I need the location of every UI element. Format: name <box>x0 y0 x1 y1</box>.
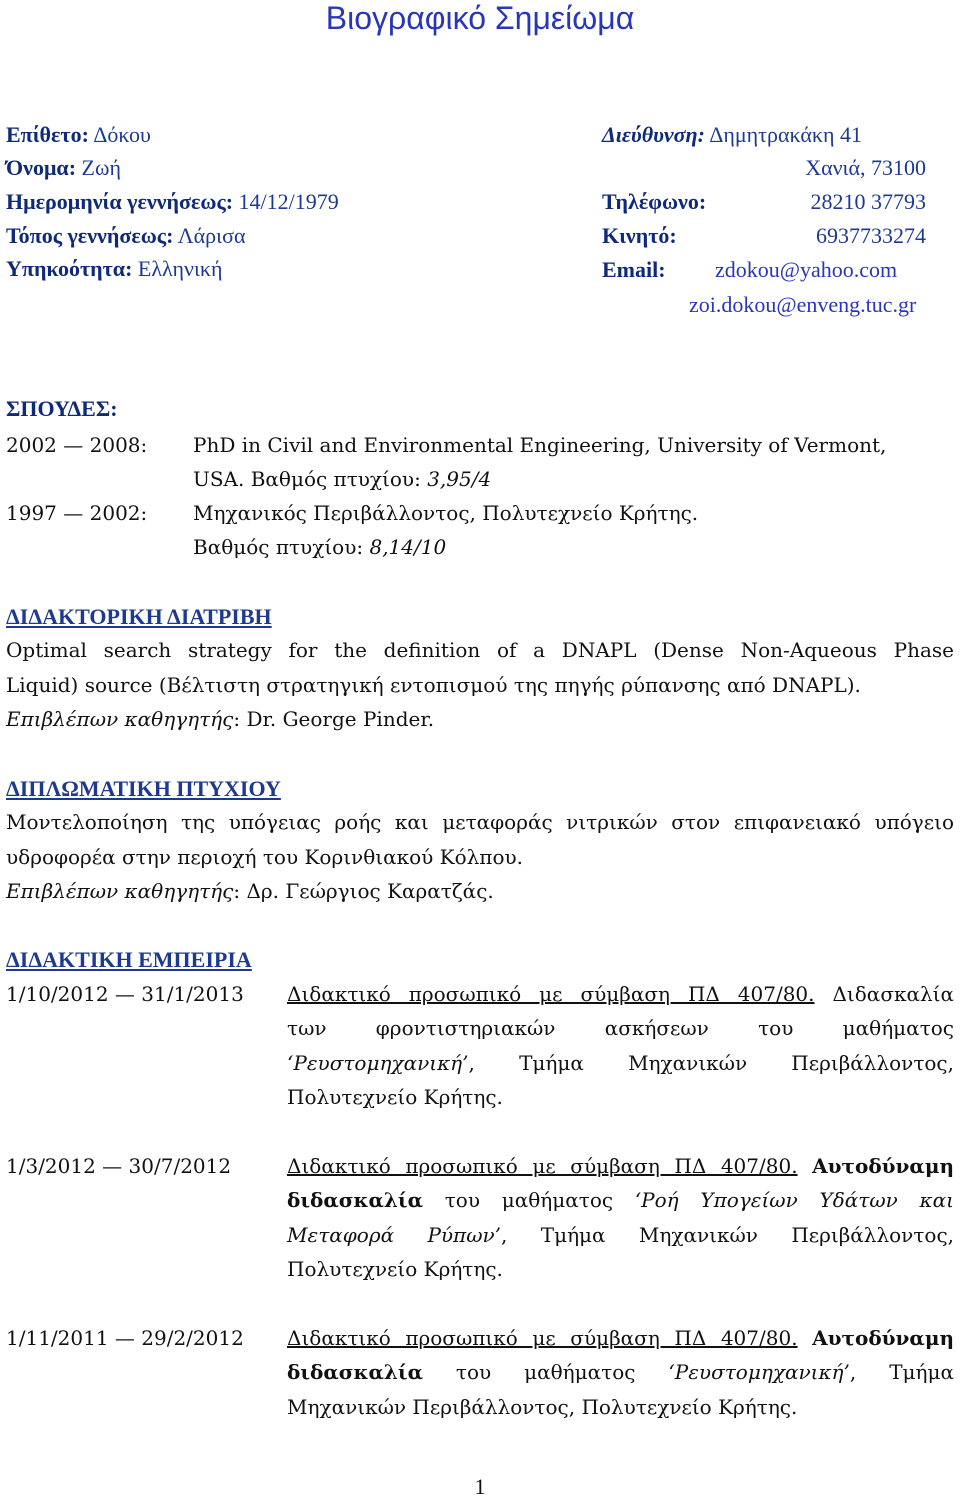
surname-row <box>6 122 151 148</box>
teaching-line2-mid-2: του μαθήματος <box>444 1188 614 1212</box>
phd-supervisor: : Dr. George Pinder. <box>233 707 435 731</box>
mobile-value: 6937733274 <box>816 223 926 248</box>
teaching-line2-3 <box>287 1360 954 1384</box>
page-number: 1 <box>474 1474 486 1499</box>
teaching-line2-1: των φροντιστηριακών ασκήσεων του μαθήματος <box>287 1016 954 1040</box>
teaching-line1-bold-2: Αυτοδύναμη <box>812 1154 954 1178</box>
studies-grade-label-2: Βαθμός πτυχίου: <box>193 535 370 559</box>
teaching-line3-3: Μηχανικών Περιβάλλοντος, Πολυτεχνείο Κρήτης. <box>287 1395 798 1419</box>
diploma-supervisor-row <box>6 879 494 903</box>
studies-grade-2: 8,14/10 <box>369 535 447 559</box>
birthdate-value: 14/12/1979 <box>238 189 339 214</box>
studies-grade-row-1 <box>193 467 491 491</box>
studies-heading: ΣΠΟΥΔΕΣ: <box>6 396 118 421</box>
studies-degree-2: Μηχανικός Περιβάλλοντος, Πολυτεχνείο Κρήτης. <box>193 501 699 525</box>
nationality-row <box>6 256 222 282</box>
mobile-label: Κινητό: <box>602 223 677 248</box>
teaching-line2-bold-2: διδασκαλία <box>287 1188 423 1212</box>
birthplace-row <box>6 223 245 249</box>
teaching-line1-bold-3: Αυτοδύναμη <box>812 1326 954 1350</box>
name-label: Όνομα: <box>6 155 77 180</box>
name-row <box>6 155 121 181</box>
address-row <box>602 122 862 148</box>
email-link-1[interactable]: zdokou@yahoo.com <box>715 257 898 282</box>
nationality-label: Υπηκοότητα: <box>6 256 133 281</box>
address-line1: Δημητρακάκη 41 <box>709 122 863 147</box>
phone-label: Τηλέφωνο: <box>602 189 707 214</box>
diploma-supervisor-label: Επιβλέπων καθηγητής <box>6 879 234 903</box>
nationality-value: Ελληνική <box>137 256 223 281</box>
teaching-course-1: ‘Ρευστομηχανική’ <box>287 1051 469 1075</box>
teaching-period-2: 1/3/2012 — 30/7/2012 <box>6 1154 232 1178</box>
birthplace-label: Τόπος γεννήσεως: <box>6 223 174 248</box>
teaching-line1-2 <box>287 1154 954 1178</box>
phd-text-line1: Optimal search strategy for the definition of a DNAPL (Dense Non-Aqueous Phase <box>6 638 954 662</box>
studies-degree-1: PhD in Civil and Environmental Engineering, University of Vermont, <box>193 433 887 457</box>
page-title: Βιογραφικό Σημείωμα <box>325 0 635 36</box>
email-label: Email: <box>602 257 666 282</box>
studies-period-2: 1997 — 2002: <box>6 501 148 525</box>
teaching-line3-1 <box>287 1051 954 1075</box>
surname-value: Δόκου <box>93 122 151 147</box>
teaching-heading: ΔΙΔΑΚΤΙΚΗ ΕΜΠΕΙΡΙΑ <box>6 947 252 972</box>
name-value: Ζωή <box>81 155 121 180</box>
teaching-line1-3 <box>287 1326 954 1350</box>
phd-supervisor-label: Επιβλέπων καθηγητής <box>6 707 234 731</box>
diploma-text-line1: Μοντελοποίηση της υπόγειας ροής και μεταφοράς νιτρικών στον επιφανειακό υπόγειο <box>6 810 954 834</box>
email-link-2[interactable]: zoi.dokou@enveng.tuc.gr <box>689 292 917 317</box>
studies-grade-label-1: USA. Βαθμός πτυχίου: <box>193 467 428 491</box>
teaching-line1-rest-1: Διδασκαλία <box>832 982 954 1006</box>
teaching-course-a-2: ‘Ροή Υπογείων Υδάτων και <box>634 1188 954 1212</box>
diploma-text-line2: υδροφορέα στην περιοχή του Κορινθιακού Κόλπου. <box>6 845 524 869</box>
diploma-heading: ΔΙΠΛΩΜΑΤΙΚΗ ΠΤΥΧΙΟΥ <box>6 776 281 801</box>
teaching-period-1: 1/10/2012 — 31/1/2013 <box>6 982 244 1006</box>
address-label: Διεύθυνση: <box>602 122 705 147</box>
studies-grade-row-2 <box>193 535 446 559</box>
birthplace-value: Λάρισα <box>177 223 246 248</box>
birthdate-row <box>6 189 339 215</box>
teaching-line2-mid-3: του μαθήματος <box>455 1360 636 1384</box>
teaching-course-b-2: Μεταφορά Ρύπων’ <box>287 1223 502 1247</box>
teaching-contract-3: Διδακτικό προσωπικό με σύμβαση ΠΔ 407/80. <box>287 1326 798 1350</box>
phone-value: 28210 37793 <box>810 189 926 214</box>
teaching-contract-1: Διδακτικό προσωπικό με σύμβαση ΠΔ 407/80. <box>287 982 815 1006</box>
phd-supervisor-row <box>6 707 434 731</box>
teaching-line3-rest-1: , Τμήμα Μηχανικών Περιβάλλοντος, <box>468 1051 954 1075</box>
studies-period-1: 2002 — 2008: <box>6 433 148 457</box>
birthdate-label: Ημερομηνία γεννήσεως: <box>6 189 234 214</box>
teaching-line2-2 <box>287 1188 954 1212</box>
teaching-period-3: 1/11/2011 — 29/2/2012 <box>6 1326 244 1350</box>
diploma-supervisor: : Δρ. Γεώργιος Καρατζάς. <box>233 879 494 903</box>
teaching-line4-1: Πολυτεχνείο Κρήτης. <box>287 1085 503 1109</box>
teaching-line3-2 <box>287 1223 954 1247</box>
teaching-line2-bold-3: διδασκαλία <box>287 1360 423 1384</box>
studies-grade-1: 3,95/4 <box>427 467 492 491</box>
teaching-line1-1 <box>287 982 954 1006</box>
phd-heading: ΔΙΔΑΚΤΟΡΙΚΗ ΔΙΑΤΡΙΒΗ <box>6 604 272 629</box>
address-line2: Χανιά, 73100 <box>805 155 926 180</box>
teaching-course-3: ‘Ρευστομηχανική’ <box>668 1360 850 1384</box>
teaching-line2-tail-3: , Τμήμα <box>849 1360 955 1384</box>
phd-text-line2: Liquid) source (Βέλτιστη στρατηγική εντοπισμού της πηγής ρύπανσης από DNAPL). <box>6 673 861 697</box>
teaching-line3-rest-2: , Τμήμα Μηχανικών Περιβάλλοντος, <box>501 1223 954 1247</box>
teaching-line4-2: Πολυτεχνείο Κρήτης. <box>287 1257 503 1281</box>
surname-label: Επίθετο: <box>6 122 89 147</box>
teaching-contract-2: Διδακτικό προσωπικό με σύμβαση ΠΔ 407/80. <box>287 1154 798 1178</box>
